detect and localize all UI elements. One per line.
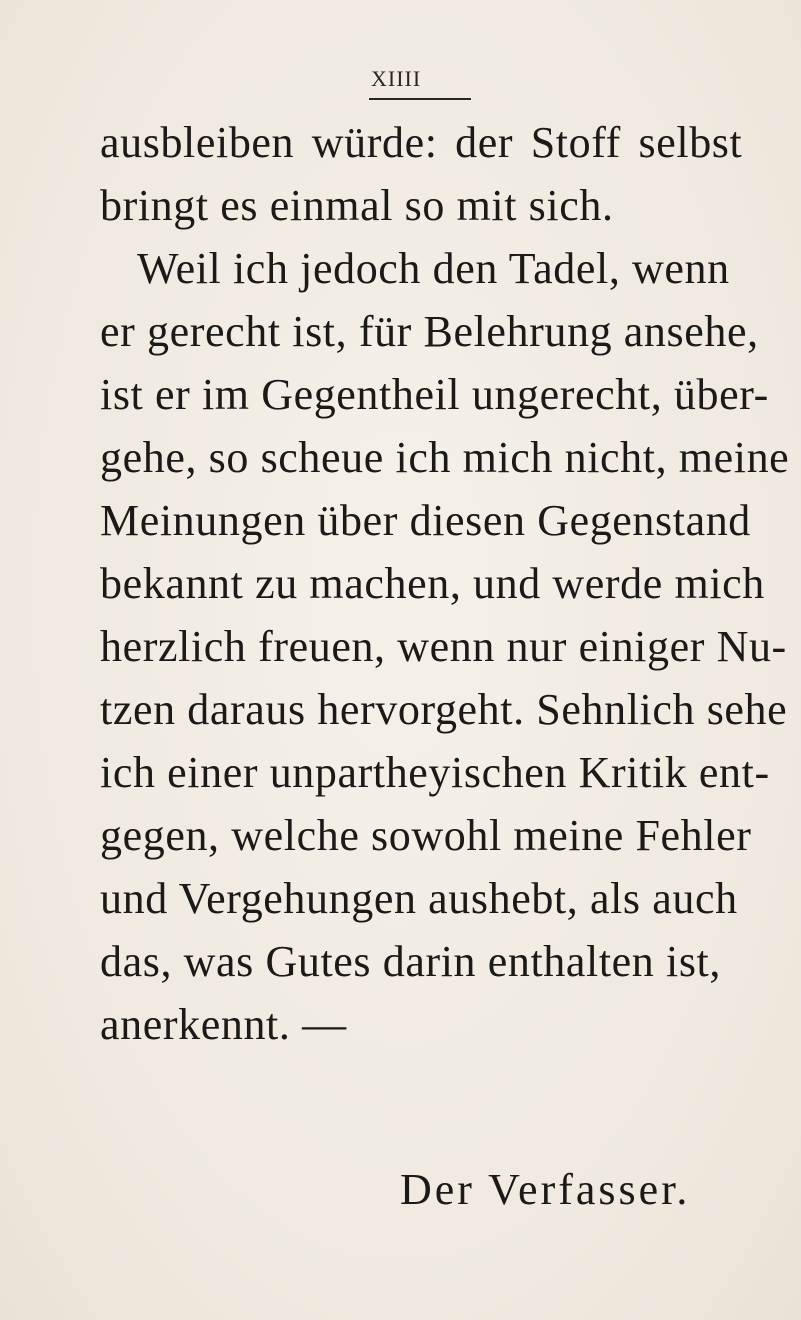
- text-line: anerkennt. —: [100, 1000, 347, 1049]
- text-line: er gerecht ist, für Belehrung ansehe,: [100, 307, 759, 356]
- text-line: bekannt zu machen, und werde mich: [100, 559, 765, 608]
- text-line: Meinungen über diesen Gegenstand: [100, 496, 751, 545]
- text-line: Weil ich jedoch den Tadel, wenn: [137, 244, 730, 293]
- text-line: herzlich freuen, wenn nur einiger Nu-: [100, 622, 787, 671]
- text-line: ich einer unpartheyischen Kritik ent-: [100, 748, 770, 797]
- text-line: tzen daraus hervorgeht. Sehnlich sehe: [100, 685, 788, 734]
- text-line: gehe, so scheue ich mich nicht, meine: [100, 433, 790, 482]
- text-line: und Vergehungen aushebt, als auch: [100, 874, 738, 923]
- header-rule: [369, 98, 471, 100]
- text-line: ist er im Gegentheil ungerecht, über-: [100, 370, 769, 419]
- text-line: das, was Gutes darin enthalten ist,: [100, 937, 721, 986]
- text-line: gegen, welche sowohl meine Fehler: [100, 811, 752, 860]
- text-line: bringt es einmal so mit sich.: [100, 181, 614, 230]
- page-number: XIIII: [371, 66, 422, 91]
- text-line: ausbleiben würde: der Stoff selbst: [100, 118, 743, 167]
- signature: Der Verfasser.: [400, 1165, 691, 1214]
